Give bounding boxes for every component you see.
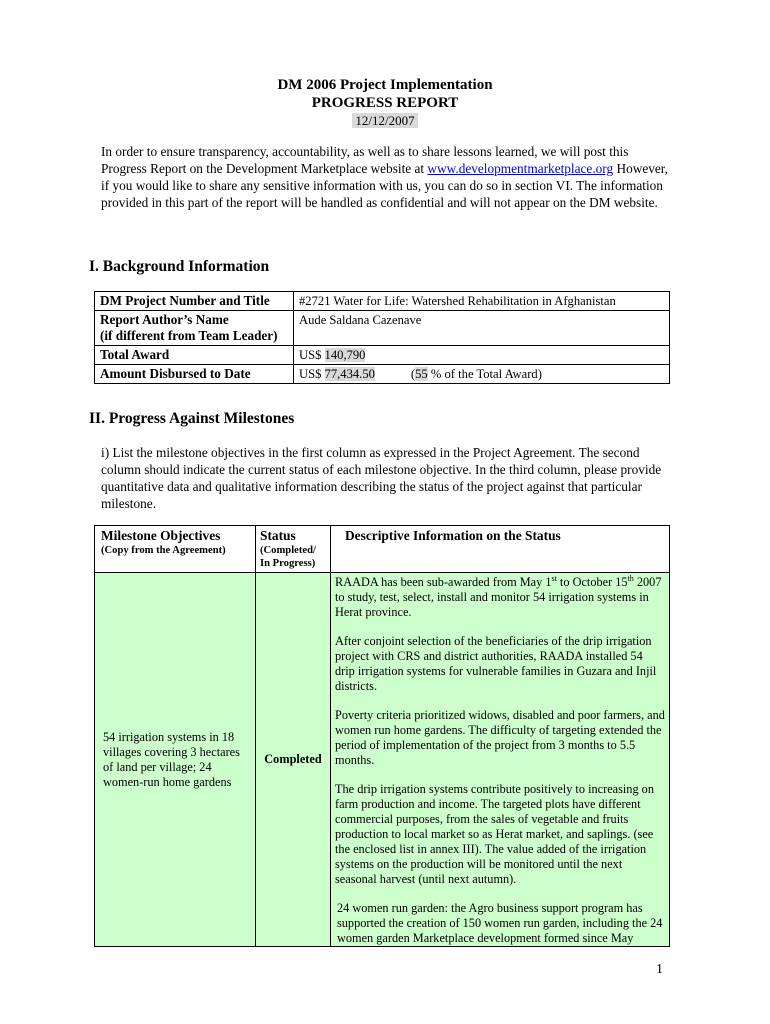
milestone-objective: 54 irrigation systems in 18 villages covering 3 hectares of land per village; 24 women-run home gardens [95,573,256,947]
disbursed-value: 77,434.50 [324,367,375,381]
author-value: Aude Saldana Cazenave [294,311,670,346]
intro-text-2: However, if you would like to share any sensitive information with us, you can do so in section VI. The information provided in this part of the report will be handled as confidential and will not appear on the DM website. [101,161,669,210]
author-label: Report Author’s Name [100,312,229,327]
description-paragraph-4: The drip irrigation systems contribute positively to increasing on farm production and income. The targeted plots have different commercial purposes, from the sales of vegetable and fruits production to local market so as Herat market, and saplings. (see the enclosed list in annex III). The value added of the irrigation systems on the production will be monitored until the next seasonal harvest (until next autumn). [335,782,654,886]
milestones-table [94,525,670,947]
p1-sup-2: th [627,573,634,583]
disbursed-label: Amount Disbursed to Date [95,365,294,384]
page-number: 1 [656,962,663,977]
status-header-sub-2: In Progress) [260,558,316,569]
objectives-header [95,526,256,573]
description-paragraph-5: 24 women run garden: the Agro business support program has supported the creation of 150 women run garden, including the 24 women garden Marketplace development formed since May [337,901,663,945]
description-paragraph-1 [335,575,665,620]
dm-website-link[interactable]: www.developmentmarketplace.org [427,161,614,176]
background-info-table [94,291,670,384]
p1-text-b: to October 15 [556,575,628,589]
table-row [95,365,670,384]
table-row [95,346,670,365]
report-date: 12/12/2007 [352,113,417,128]
p1-text-c: 2007 to study, test, select, install and monitor 54 irrigation systems in Herat province. [335,575,662,619]
table-row [95,311,670,346]
table-row [95,573,670,947]
status-header-sub-1: (Completed/ [260,545,316,556]
status-header [256,526,331,573]
project-value: #2721 Water for Life: Watershed Rehabilitation in Afghanistan [294,292,670,311]
project-label: DM Project Number and Title [95,292,294,311]
objectives-header-sub: (Copy from the Agreement) [101,545,226,556]
section-1-heading: I. Background Information [89,258,270,275]
p1-text-a: RAADA has been sub-awarded from May 1 [335,575,552,589]
percent-value: 55 [415,367,428,381]
table-header-row [95,526,670,573]
description-paragraph-2: After conjoint selection of the beneficiaries of the drip irrigation project with CRS and district authorities, RAADA installed 54 drip irrigation systems for vulnerable families in Guzara and Injil districts. [335,634,657,693]
disbursed-currency: US$ [299,367,325,381]
percent-text: % of the Total Award) [427,367,542,381]
p1-sup-1: st [551,573,557,583]
milestone-status: Completed [256,573,331,947]
author-sublabel: (if different from Team Leader) [100,328,278,343]
award-label: Total Award [95,346,294,365]
status-header-title: Status [260,528,296,543]
award-value: 140,790 [324,348,366,362]
section-2-heading: II. Progress Against Milestones [89,410,295,427]
milestone-description [331,573,670,947]
percent-open: ( [410,367,416,381]
intro-paragraph [101,143,671,211]
author-label-cell [95,311,294,346]
table-row [95,292,670,311]
description-header-title: Descriptive Information on the Status [345,528,561,543]
award-currency: US$ [299,348,325,362]
milestone-instructions: i) List the milestone objectives in the first column as expressed in the Project Agreement. The second column should indicate the current status of each milestone objective. In the third column, please provide quantitative data and qualitative information describing the status of the project against that particular milestone. [101,445,662,511]
description-paragraph-3: Poverty criteria prioritized widows, disabled and poor farmers, and women run home gardens. The difficulty of targeting extended the period of implementation of the project from 3 months to 5.5 months. [335,708,665,767]
intro-text-1: In order to ensure transparency, accountability, as well as to share lessons learned, we will post this Progress Report on the Development Marketplace website at [101,144,629,176]
title-line-2: PROGRESS REPORT [311,95,459,111]
report-date-row [0,112,770,130]
award-value-cell [294,346,670,365]
title-line-1: DM 2006 Project Implementation [277,77,493,93]
objectives-header-title: Milestone Objectives [101,528,221,543]
disbursed-value-cell [294,365,670,384]
description-header [331,526,670,573]
